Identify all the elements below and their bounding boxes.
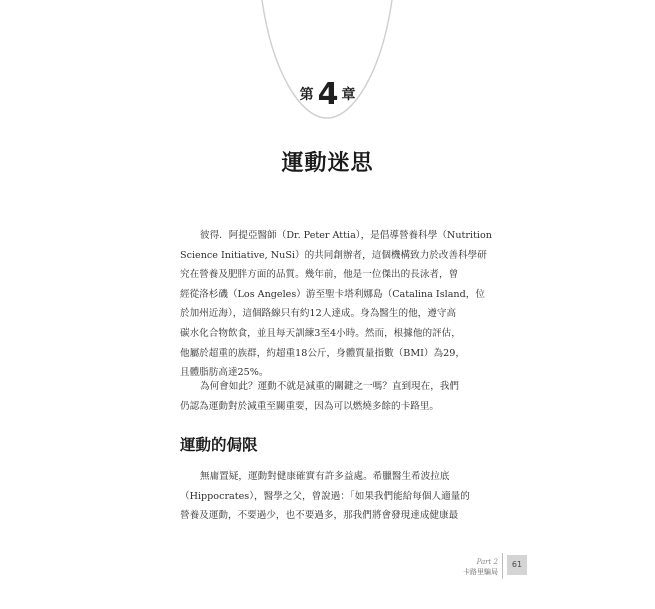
part-label: Part 2 <box>476 558 498 566</box>
chapter-ornament-curve <box>0 0 655 140</box>
text-line: Science Initiative, NuSi）的共同創辦者，這個機構致力於改善科學研 <box>180 249 487 261</box>
chapter-title: 運動迷思 <box>281 151 374 176</box>
text-line: 碳水化合物飲食，並且每天訓練3至4小時。然而，根據他的評估， <box>180 327 461 339</box>
paragraph-intro <box>180 226 498 383</box>
page-number: 61 <box>507 555 527 575</box>
chapter-label <box>0 77 655 112</box>
text-line: 營養及運動，不要過少，也不要過多，那我們將會發現達成健康最 <box>180 510 459 522</box>
chapter-suffix: 章 <box>341 87 356 103</box>
text-line: 無庸置疑，運動對健康確實有許多益處。希臘醫生希波拉底 <box>200 471 450 482</box>
running-footer <box>463 557 498 577</box>
text-line: 仍認為運動對於減重至關重要，因為可以燃燒多餘的卡路里。 <box>180 400 440 412</box>
text-line: 於加州近海），這個路線只有約12人達成。身為醫生的他，遵守高 <box>180 308 457 320</box>
book-title: 卡路里騙局 <box>463 568 498 576</box>
chapter-number: 4 <box>317 77 338 112</box>
text-line: 且體脂肪高達25%。 <box>180 367 269 379</box>
paragraph-question <box>180 377 498 416</box>
text-line: 為何會如此？運動不就是減重的關鍵之一嗎？直到現在，我們 <box>200 381 460 392</box>
paragraph-limits <box>180 467 498 526</box>
text-line: 究在營養及肥胖方面的品質。幾年前，他是一位傑出的長泳者，曾 <box>180 269 459 281</box>
text-line: 彼得．阿提亞醫師（Dr. Peter Attia），是倡導營養科學（Nutrition <box>200 230 492 241</box>
chapter-prefix: 第 <box>299 87 314 103</box>
footer-divider <box>502 553 503 579</box>
text-line: （Hippocrates），醫學之父，曾說過：「如果我們能給每個人適量的 <box>180 490 470 502</box>
text-line: 他屬於超重的族群，約超重18公斤，身體質量指數（BMI）為29， <box>180 347 465 359</box>
text-line: 經從洛杉磯（Los Angeles）游至聖卡塔利娜島（Catalina Island，位 <box>180 288 485 300</box>
section-heading: 運動的侷限 <box>180 436 258 454</box>
